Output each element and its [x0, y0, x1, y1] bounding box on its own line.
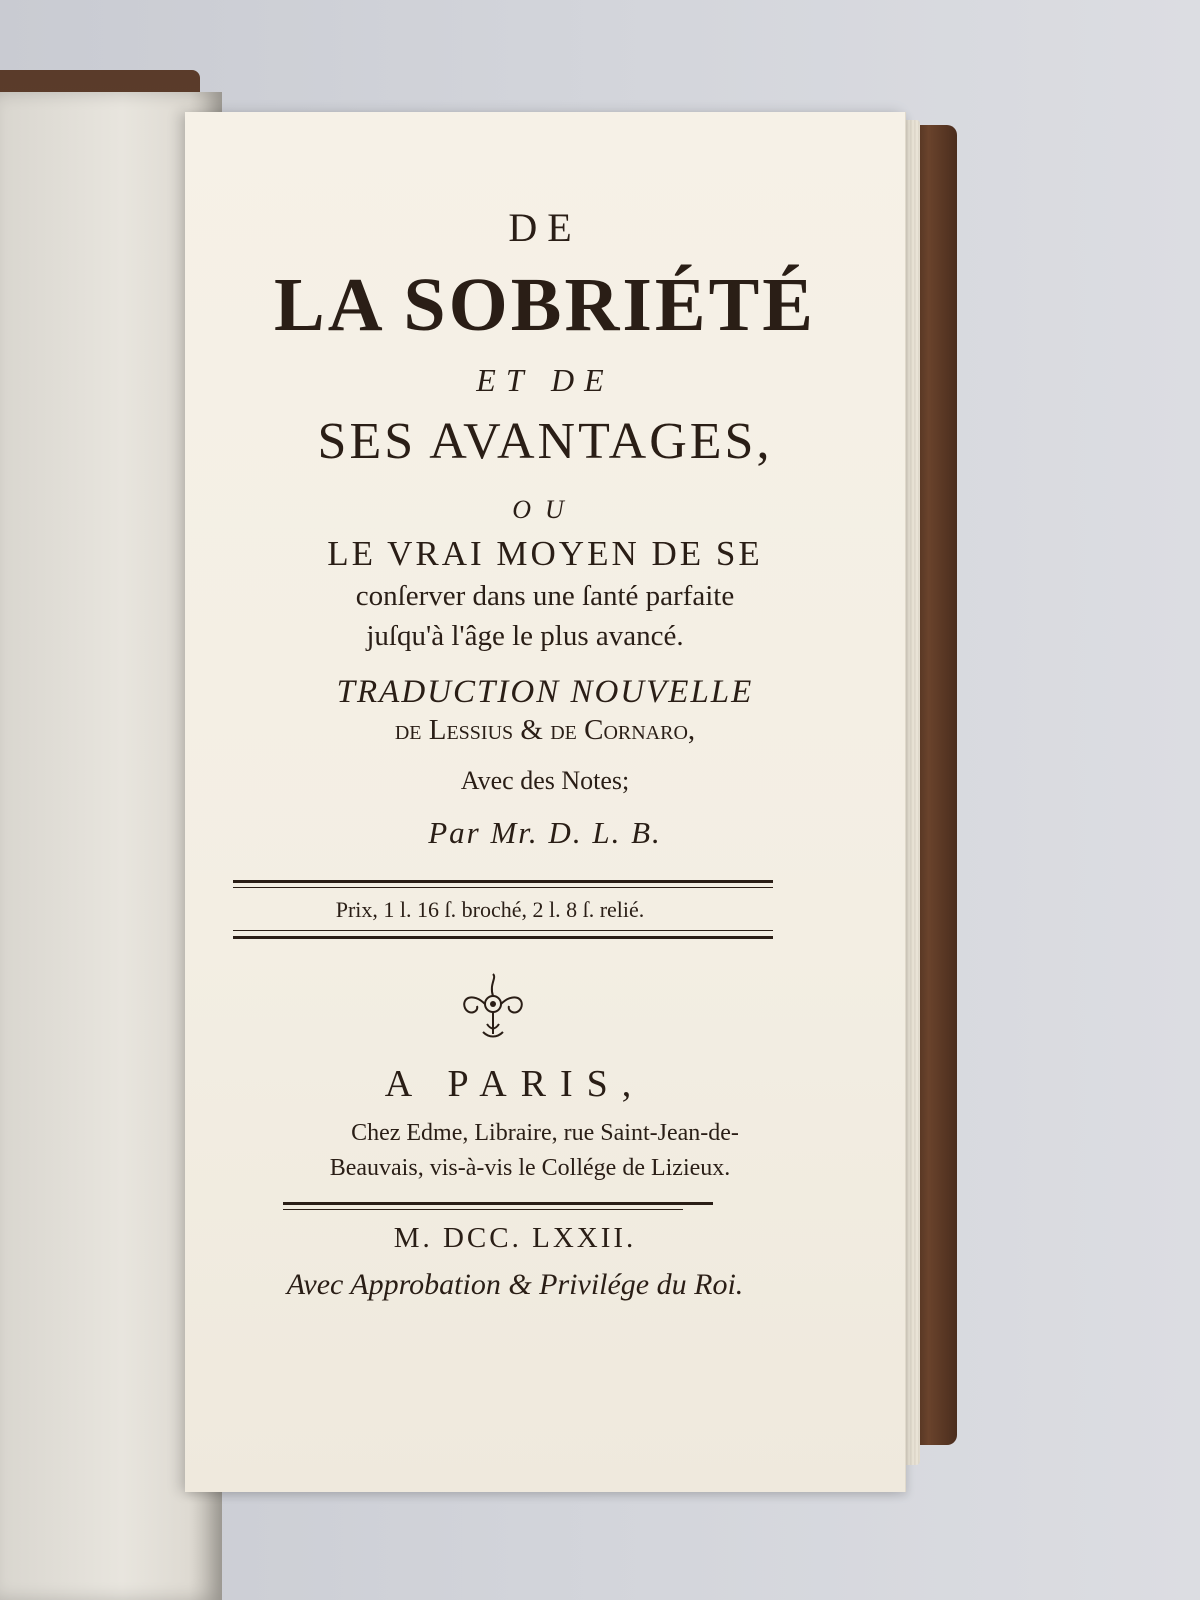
notes-line: Avec des Notes; — [460, 766, 630, 795]
imprint-date: M. DCC. LXXII. — [393, 1222, 637, 1254]
imprint-publisher: Chez Edme, Libraire, rue Saint-Jean-de- — [351, 1120, 739, 1146]
subtitle-vrai-moyen: LE VRAI MOYEN DE SE — [327, 534, 763, 573]
author-initials: Par Mr. D. L. B. — [428, 815, 662, 850]
price-line: Prix, 1 l. 16 ſ. broché, 2 l. 8 ſ. relié. — [335, 897, 645, 922]
fleuron-ornament — [453, 972, 533, 1042]
imprint-city: A PARIS, — [384, 1063, 646, 1105]
traduction-nouvelle: TRADUCTION NOUVELLE — [336, 674, 754, 710]
title-ou: OU — [512, 495, 578, 524]
rule-imprint — [283, 1202, 713, 1205]
privilege-line: Avec Approbation & Privilége du Roi. — [286, 1268, 744, 1301]
rule-bottom — [233, 936, 773, 939]
rule-imprint-thin — [283, 1209, 683, 1210]
rule-bottom-thin — [233, 930, 773, 931]
rule-top — [233, 880, 773, 883]
title-avantages: SES AVANTAGES, — [317, 413, 773, 470]
subtitle-conserver: conſerver dans une ſanté parfaite — [355, 580, 735, 612]
title-page — [185, 112, 906, 1492]
title-de: DE — [508, 205, 582, 250]
rule-top-thin — [233, 887, 773, 888]
subtitle-jusqu: juſqu'à l'âge le plus avancé. — [366, 620, 684, 652]
imprint-address: Beauvais, vis-à-vis le Collége de Lizieux. — [329, 1155, 731, 1181]
title-et-de: ET DE — [476, 362, 614, 398]
title-main: LA SOBRIÉTÉ — [274, 263, 816, 347]
authors-line: de Lessius & de Cornaro, — [394, 714, 696, 746]
